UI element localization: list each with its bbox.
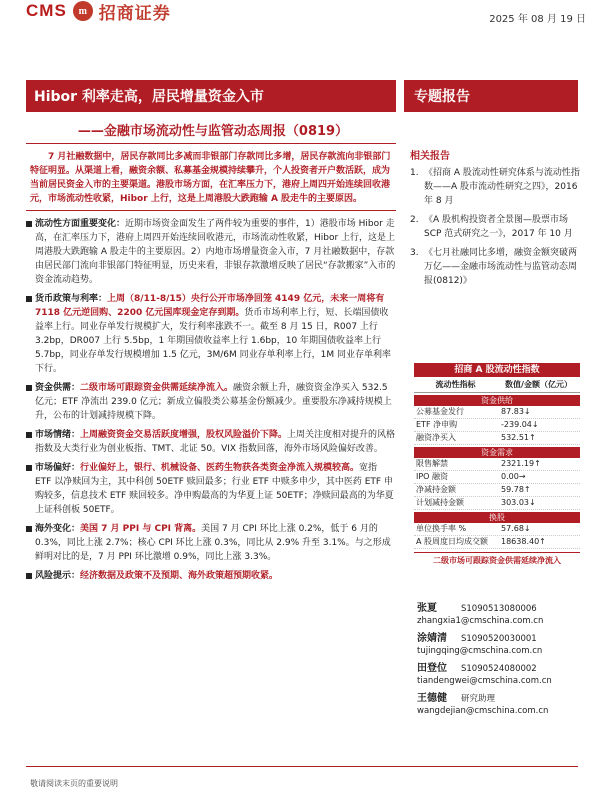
bullet-lead: 市场偏好：: [35, 463, 81, 473]
analyst-id: S1090524080002: [461, 664, 537, 674]
table-row: [414, 497, 580, 510]
analyst-email[interactable]: tiandengwei@cmschina.com.cn: [417, 676, 552, 686]
table-section: 资金需求: [414, 447, 580, 458]
analyst-id: S1090520030001: [461, 634, 537, 644]
table-row: [414, 419, 580, 432]
bullet-square-icon: [26, 296, 32, 302]
related-item-number: 2.: [410, 215, 419, 225]
analyst-entry: [417, 693, 582, 717]
analyst-name: 张夏: [417, 603, 437, 614]
bullet-square-icon: [26, 221, 32, 227]
analyst-email[interactable]: zhangxia1@cmschina.com.cn: [417, 616, 544, 626]
table-header: [414, 377, 580, 393]
related-item: [410, 246, 580, 288]
bullet-square-icon: [26, 432, 32, 438]
table-cell-value: 2321.19↑: [501, 459, 541, 468]
bullet-funds: [26, 381, 396, 423]
bullet-lead-highlight: 美国 7 月 PPI 与 CPI 背离。: [80, 524, 202, 534]
report-date: 2025 年 08 月 19 日: [489, 14, 586, 25]
report-subtitle: ——金融市场流动性与监管动态周报（0819）: [77, 124, 349, 139]
main-content: [26, 150, 396, 588]
bullet-lead-highlight: 二级市场可跟踪资金供需延续净流入。: [80, 383, 234, 393]
bullet-overseas: [26, 522, 396, 564]
report-title: Hibor 利率走高，居民增量资金入市: [26, 80, 396, 112]
bullet-preference: [26, 461, 396, 517]
table-row: [414, 523, 580, 536]
related-item-number: 1.: [410, 168, 419, 178]
footer-divider: [26, 766, 578, 767]
analyst-id: S1090513080006: [461, 604, 537, 614]
table-cell-label: 净减持金额: [416, 485, 456, 494]
related-title: 相关报告: [410, 151, 450, 162]
bullet-lead: 资金供需：: [35, 383, 81, 393]
table-cell-label: IPO 融资: [416, 472, 449, 481]
bullet-text: 上周关注度相对提升的风格指数及大类行业为创业板指、TMT、北证 50。VIX 指数回落，海外市场风险偏好改善。: [35, 430, 396, 454]
table-cell-value: -239.04↓: [501, 420, 539, 429]
bullet-square-icon: [26, 573, 32, 579]
table-row: [414, 406, 580, 419]
summary-paragraph: 7 月社融数据中，居民存款同比多减而非银部门存款同比多增，居民存款流向非银部门特征明显。从渠道上看，融资余额、私募基金规模持续攀升，个人投资者开户数活跃，成为当前居民资金入市的主要渠道。港股市场方面，在汇率压力下，港府上周四开始连续回收港元，市场流动性收紧，Hibor 上行，这是上周港股大跌跑输 A 股走牛的主要原因。: [30, 152, 391, 204]
analyst-name: 涂婧清: [417, 633, 447, 644]
bullet-lead: 市场情绪：: [35, 430, 81, 440]
analyst-email[interactable]: tujingqing@cmschina.com.cn: [417, 646, 543, 656]
bullet-lead: 风险提示：: [35, 571, 81, 581]
table-row: [414, 432, 580, 445]
bullet-liquidity: [26, 217, 396, 287]
bullet-text: 宽指 ETF 以净赎回为主，其中科创 50ETF 赎回最多；行业 ETF 中赎多申少，其中医药 ETF 申购较多，信息技术 ETF 赎回较多。净申购最高的为华夏上证 50ETF；净赎回最高的为华夏上证科创板 50ETF。: [35, 463, 394, 515]
bullet-square-icon: [26, 385, 32, 391]
table-cell-value: 87.83↓: [501, 407, 531, 416]
table-cell-label: 单位换手率 %: [416, 524, 467, 533]
bullet-square-icon: [26, 526, 32, 532]
bullet-sentiment: [26, 428, 396, 456]
related-reports: [410, 150, 580, 293]
table-cell-value: 57.68↓: [501, 524, 531, 533]
logo-en: CMS: [26, 1, 67, 20]
bullet-lead-highlight: 行业偏好上，银行、机械设备、医药生物获各类资金净流入规模较高。: [80, 463, 360, 473]
table-cell-value: 0.00→: [501, 472, 526, 481]
table-cell-value: 532.51↑: [501, 433, 536, 442]
analyst-name: 王德健: [417, 693, 447, 704]
table-section: 资金供给: [414, 395, 580, 406]
table-section: 换股: [414, 512, 580, 523]
bullet-square-icon: [26, 465, 32, 471]
table-cell-label: ETF 净申购: [416, 420, 458, 429]
table-cell-label: 限售解禁: [416, 459, 448, 468]
analyst-entry: [417, 633, 582, 657]
brand-logo: [26, 0, 171, 22]
analyst-name: 田登位: [417, 663, 447, 674]
table-row: [414, 536, 580, 549]
table-footnote: 二级市场可跟踪资金供需延续净流入: [414, 552, 580, 566]
table-cell-value: 18638.40↑: [501, 537, 546, 546]
related-item-number: 3.: [410, 248, 419, 258]
bullet-lead-highlight: 上周融资资金交易活跃度增强，股权风险溢价下降。: [80, 430, 288, 440]
bullet-text: 货币市场利率上行，短、长端国债收益率上行。同业存单发行规模扩大，发行利率涨跌不一。截至 8 月 15 日，R007 上行 3.2bp，DR007 上行 5.5bp，1 年期国债收益率上行 1.6bp，10 年期国债收益率上行 5.7bp，同业存单发行规模增加 1.5 亿元，3M/6M 同业存单利率上行，1M 同业存单利率下行。: [35, 308, 392, 374]
table-header-cell: 流动性指标: [435, 380, 476, 389]
analyst-id: 研究助理: [461, 694, 496, 704]
bullet-text: 近期市场资金面发生了两件较为重要的事件，1）港股市场 Hibor 走高，在汇率压力下，港府上周四开始连续回收港元，市场流动性收紧，Hibor 上行，这是上周港股大跌跑输 A 股走牛的主要原因。2）内地市场增量资金入市，7 月社融数据中，存款由居民部门流向非银部门特征明显，历史来看，非银存款激增反映了居民“存款搬家”入市的资金流动趋势。: [35, 219, 396, 285]
table-cell-value: 303.03↓: [501, 498, 536, 507]
bullet-risk: [26, 569, 396, 583]
logo-cn: 招商证券: [98, 3, 171, 24]
table-row: [414, 484, 580, 497]
table-cell-label: A 股周度日均成交额: [416, 537, 489, 546]
liquidity-index-table: [414, 363, 580, 566]
table-row: [414, 458, 580, 471]
table-cell-label: 计划减持金额: [416, 498, 464, 507]
bullet-lead: 货币政策与利率：: [35, 294, 108, 304]
analyst-email[interactable]: wangdejian@cmschina.com.cn: [417, 706, 549, 716]
related-item-text: 《七月社融同比多增，融资金额突破两万亿——金融市场流动性与监管动态周报(0812)》: [424, 248, 578, 286]
bullet-monetary: [26, 292, 396, 376]
summary-divider: [26, 210, 396, 211]
bullet-lead-highlight: 上周（8/11-8/15）央行公开市场净回笼 4149 亿元，未来一周将有 7118 亿元逆回购、2200 亿元国库现金定存到期。: [35, 294, 385, 318]
related-item: [410, 166, 580, 208]
analyst-entry: [417, 663, 582, 687]
title-divider: [26, 143, 396, 144]
bullet-lead: 流动性方面重要变化：: [35, 219, 126, 229]
analyst-entry: [417, 603, 582, 627]
table-row: [414, 471, 580, 484]
table-cell-label: 融资净买入: [416, 433, 456, 442]
table-cell-value: 59.78↑: [501, 485, 531, 494]
related-item-text: 《招商 A 股流动性研究体系与流动性指数——A 股市流动性研究之四》，2016 年 8 月: [424, 168, 580, 206]
table-header-cell: 数值/金额（亿元）: [505, 380, 572, 389]
analyst-list: [417, 603, 582, 723]
related-item: [410, 213, 580, 241]
table-title: 招商 A 股流动性指数: [414, 363, 580, 377]
bullet-text: 融资余额上升，融资资金净买入 532.5 亿元；ETF 净流出 239.0 亿元；新成立偏股类公募基金份额减少。重要股东净减持规模上升，公布的计划减持规模下降。: [35, 383, 392, 421]
footer-note: 敬请阅读末页的重要说明: [30, 779, 118, 788]
table-cell-label: 公募基金发行: [416, 407, 464, 416]
logo-badge-icon: m: [73, 1, 93, 21]
bullet-lead: 海外变化：: [35, 524, 81, 534]
bullet-lead-highlight: 经济数据及政策不及预期、海外政策超预期收紧。: [80, 571, 279, 581]
report-type: 专题报告: [404, 80, 578, 112]
bullet-text: 美国 7 月 CPI 环比上涨 0.2%，低于 6 月的 0.3%，同比上涨 2.7%；核心 CPI 环比上涨 0.3%，同比从 2.9% 升至 3.1%。与之形成鲜明对比的是，7 月 PPI 环比激增 0.9%，同比上涨 3.3%。: [35, 524, 391, 562]
related-item-text: 《A 股机构投资者全景图—股票市场 SCP 范式研究之一》，2017 年 10 月: [424, 215, 573, 239]
